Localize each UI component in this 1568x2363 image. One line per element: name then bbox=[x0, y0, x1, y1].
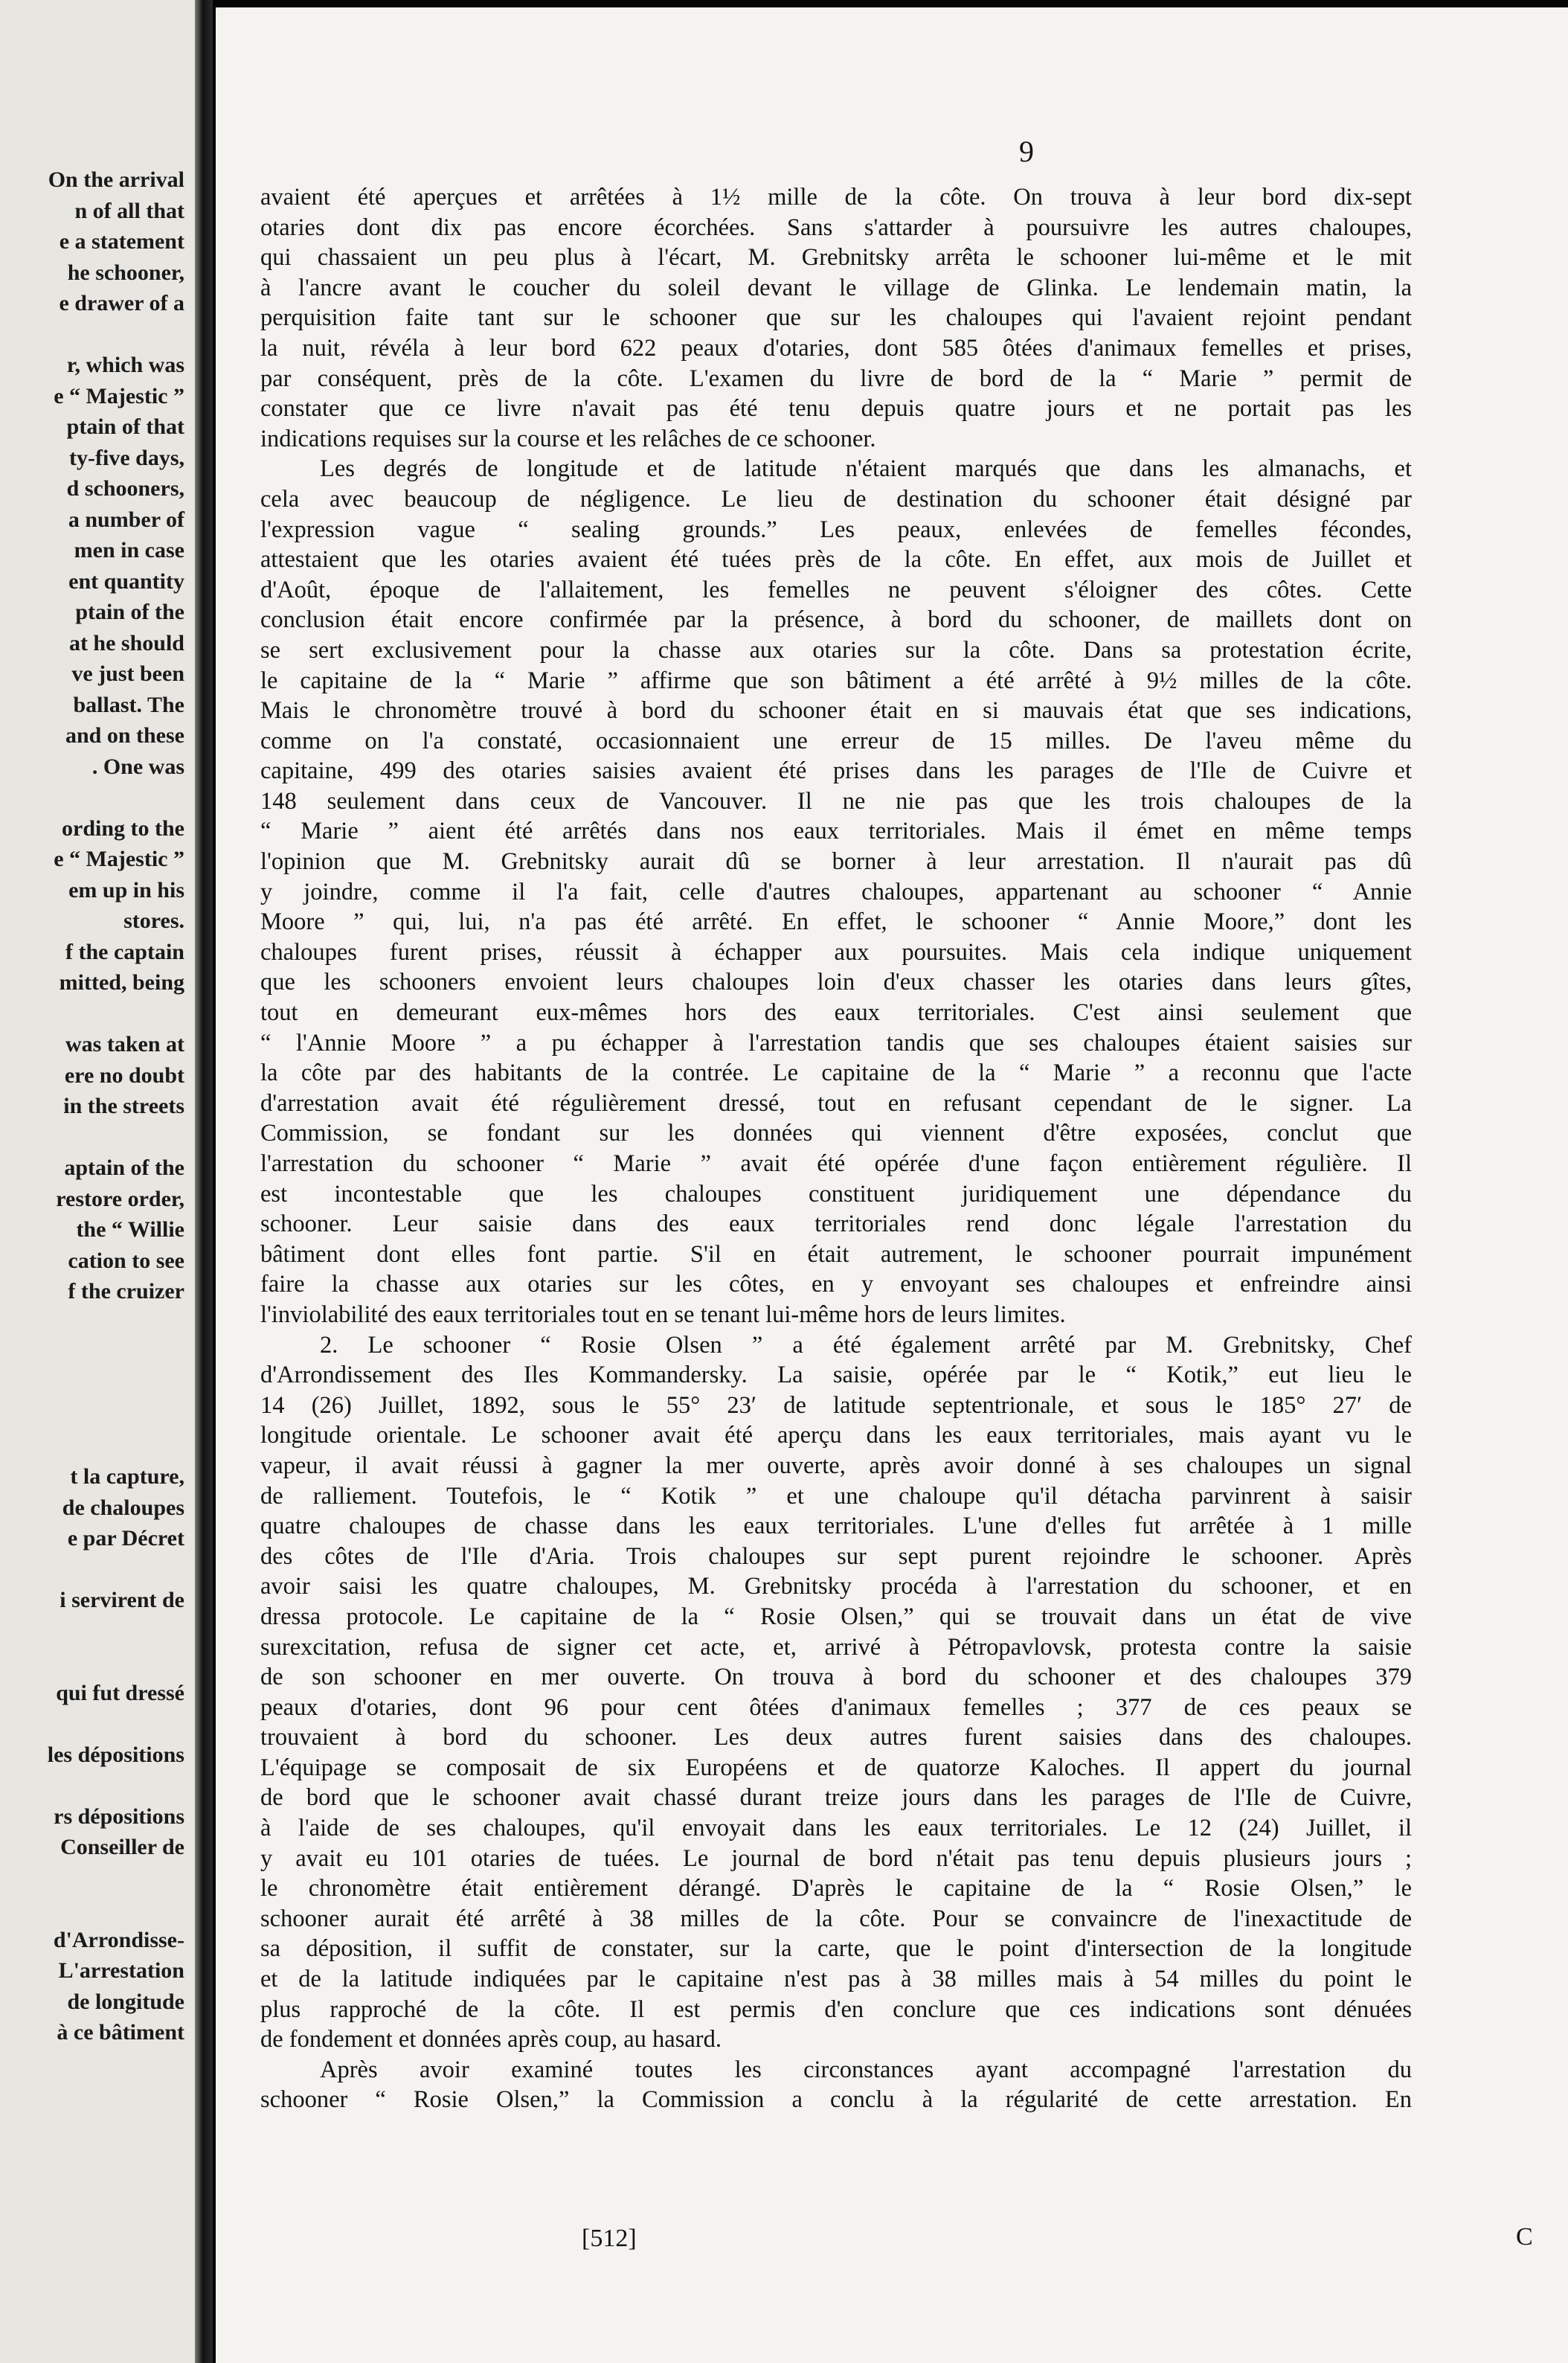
text-line: 14 (26) Juillet, 1892, sous le 55° 23′ de latitude septentrionale, et sous le 185° 27′ de bbox=[260, 1391, 1412, 1419]
facing-page-line: aptain of the bbox=[64, 1155, 184, 1180]
text-line: avoir saisi les quatre chaloupes, M. Grebnitsky procéda à l'arrestation du schooner, et en bbox=[260, 1573, 1412, 1600]
text-line: vapeur, il avait réussi à gagner la mer ouverte, après avoir donné à ses chaloupes un signal bbox=[260, 1452, 1412, 1479]
facing-page-line: . One was bbox=[91, 754, 184, 779]
facing-page-line: rs dépositions bbox=[54, 1803, 184, 1829]
text-line: “ Marie ” aient été arrêtés dans nos eaux territoriales. Mais il émet en même temps bbox=[260, 818, 1412, 845]
facing-page-line: L'arrestation bbox=[58, 1958, 184, 1983]
paragraph bbox=[260, 2055, 1412, 2115]
printer-signature: [512] bbox=[582, 2225, 637, 2252]
text-line: Les degrés de longitude et de latitude n'étaient marqués que dans les almanachs, et bbox=[320, 455, 1412, 483]
text-line: qui chassaient un peu plus à l'écart, M. Grebnitsky arrêta le schooner lui-même et le mit bbox=[260, 244, 1412, 272]
text-line: de son schooner en mer ouverte. On trouva à bord du schooner et des chaloupes 379 bbox=[260, 1664, 1412, 1691]
text-line: est incontestable que les chaloupes constituent juridiquement une dépendance du bbox=[260, 1180, 1412, 1208]
facing-page-line: ptain of that bbox=[66, 414, 184, 439]
text-line: schooner aurait été arrêté à 38 milles de la côte. Pour se convaincre de l'inexactitude de bbox=[260, 1905, 1412, 1932]
text-line: et de la latitude indiquées par le capitaine n'est pas à 38 milles mais à 54 milles du point le bbox=[260, 1966, 1412, 1993]
text-line: indications requises sur la course et les relâches de ce schooner. bbox=[260, 425, 876, 452]
text-line: “ l'Annie Moore ” a pu échapper à l'arrestation tandis que ses chaloupes étaient saisies sur bbox=[260, 1029, 1412, 1057]
text-line: constater que ce livre n'avait pas été tenu depuis quatre jours et ne portait pas les bbox=[260, 395, 1412, 423]
text-line: trouvaient à bord du schooner. Les deux autres furent saisies dans des chaloupes. bbox=[260, 1724, 1412, 1751]
facing-page-line: ty-five days, bbox=[69, 445, 184, 470]
text-line: avaient été aperçues et arrêtées à 1½ mille de la côte. On trouva à leur bord dix-sept bbox=[260, 184, 1412, 211]
facing-page-line: ballast. The bbox=[73, 692, 184, 717]
text-line: d'Août, époque de l'allaitement, les femelles ne peuvent s'éloigner des côtes. Cette bbox=[260, 576, 1412, 603]
facing-page-line: stores. bbox=[123, 908, 184, 933]
facing-page bbox=[0, 0, 201, 2363]
text-line: d'Arrondissement des Iles Kommandersky. La saisie, opérée par le “ Kotik,” eut lieu le bbox=[260, 1362, 1412, 1389]
text-line: schooner. Leur saisie dans des eaux territoriales rend donc légale l'arrestation du bbox=[260, 1211, 1412, 1238]
facing-page-line: cation to see bbox=[68, 1248, 184, 1273]
text-line: schooner “ Rosie Olsen,” la Commission a conclu à la régularité de cette arrestation. En bbox=[260, 2086, 1412, 2114]
facing-page-line: was taken at bbox=[65, 1032, 184, 1057]
text-line: 148 seulement dans ceux de Vancouver. Il ne nie pas que les trois chaloupes de la bbox=[260, 787, 1412, 815]
facing-page-line: ere no doubt bbox=[64, 1062, 184, 1088]
facing-page-line: he schooner, bbox=[67, 260, 184, 285]
facing-page-line: e par Décret bbox=[67, 1526, 184, 1551]
text-line: surexcitation, refusa de signer cet acte, et, arrivé à Pétropavlovsk, protesta contre la saisie bbox=[260, 1633, 1412, 1661]
text-line: dressa protocole. Le capitaine de la “ Rosie Olsen,” qui se trouvait dans un état de vive bbox=[260, 1603, 1412, 1630]
text-line: l'expression vague “ sealing grounds.” Les peaux, enlevées de femelles fécondes, bbox=[260, 516, 1412, 543]
facing-page-line: f the cruizer bbox=[68, 1279, 184, 1304]
text-line: le capitaine de la “ Marie ” affirme que son bâtiment a été arrêté à 9½ milles de la côte. bbox=[260, 667, 1412, 694]
text-line: d'arrestation avait été régulièrement dressé, tout en refusant cependant de le signer. La bbox=[260, 1089, 1412, 1117]
facing-page-line: f the captain bbox=[65, 939, 184, 964]
text-line: y joindre, comme il l'a fait, celle d'autres chaloupes, appartenant au schooner “ Annie bbox=[260, 878, 1412, 905]
facing-page-line: qui fut dressé bbox=[56, 1680, 184, 1705]
text-line: plus rapproché de la côte. Il est permis d'en conclure que ces indications sont dénuées bbox=[260, 1995, 1412, 2023]
book-gutter bbox=[195, 0, 213, 2363]
text-line: otaries dont dix pas encore écorchées. Sans s'attarder à poursuivre les autres chaloupes, bbox=[260, 214, 1412, 241]
text-line: Mais le chronomètre trouvé à bord du schooner était en si mauvais état que ses indications, bbox=[260, 697, 1412, 725]
text-line: de ralliement. Toutefois, le “ Kotik ” et une chaloupe qu'il détacha parvinrent à saisir bbox=[260, 1482, 1412, 1510]
text-line: 2. Le schooner “ Rosie Olsen ” a été également arrêté par M. Grebnitsky, Chef bbox=[320, 1331, 1412, 1359]
facing-page-line: On the arrival bbox=[48, 167, 184, 192]
facing-page-line: de chaloupes bbox=[62, 1495, 184, 1520]
facing-page-line: ve just been bbox=[71, 661, 184, 686]
page-number: 9 bbox=[1019, 135, 1034, 168]
facing-page-line: e “ Majestic ” bbox=[54, 383, 184, 408]
facing-page-line: ording to the bbox=[62, 815, 184, 841]
text-line: chaloupes furent prises, réussit à échapper aux poursuites. Mais cela indique uniquement bbox=[260, 938, 1412, 966]
text-line: L'équipage se composait de six Européens et de quatorze Kaloches. Il appert du journal bbox=[260, 1754, 1412, 1781]
facing-page-line: ptain of the bbox=[75, 600, 184, 624]
text-line: tout en demeurant eux-mêmes hors des eaux territoriales. C'est ainsi seulement que bbox=[260, 999, 1412, 1027]
facing-page-line: restore order, bbox=[56, 1186, 184, 1211]
text-line: à l'ancre avant le coucher du soleil devant le village de Glinka. Le lendemain matin, la bbox=[260, 274, 1412, 301]
facing-page-line: a number of bbox=[68, 507, 184, 532]
text-line: Moore ” qui, lui, n'a pas été arrêté. En effet, le schooner “ Annie Moore,” dont les bbox=[260, 908, 1412, 936]
text-line: la côte par des habitants de la contrée. Le capitaine de la “ Marie ” a reconnu que l'acte bbox=[260, 1059, 1412, 1087]
text-line: Commission, se fondant sur les données qui viennent d'être exposées, conclut que bbox=[260, 1120, 1412, 1147]
facing-page-line: de longitude bbox=[67, 1989, 184, 2014]
text-line: à l'aide de ses chaloupes, qu'il envoyait dans les eaux territoriales. Le 12 (24) Juillet, il bbox=[260, 1815, 1412, 1842]
text-line: cela avec beaucoup de négligence. Le lieu de destination du schooner était désigné par bbox=[260, 485, 1412, 513]
text-line: l'inviolabilité des eaux territoriales tout en se tenant lui-même hors de leurs limites. bbox=[260, 1301, 1066, 1328]
text-line: se sert exclusivement pour la chasse aux otaries sur la côte. Dans sa protestation écrite, bbox=[260, 636, 1412, 664]
facing-page-line: r, which was bbox=[66, 353, 184, 377]
facing-page-line: em up in his bbox=[68, 877, 184, 902]
facing-page-line: men in case bbox=[74, 538, 184, 562]
facing-page-line: i servirent de bbox=[60, 1588, 184, 1612]
text-line: longitude orientale. Le schooner avait été aperçu dans les eaux territoriales, mais ayant vu le bbox=[260, 1422, 1412, 1449]
text-line: sa déposition, il suffit de constater, sur la carte, que le point d'intersection de la longitude bbox=[260, 1935, 1412, 1963]
facing-page-line: à ce bâtiment bbox=[57, 2020, 184, 2045]
facing-page-line: e drawer of a bbox=[59, 291, 184, 315]
text-line: faire la chasse aux otaries sur les côtes, en y envoyant ses chaloupes et enfreindre ainsi bbox=[260, 1271, 1412, 1298]
facing-page-line: at he should bbox=[68, 630, 184, 655]
text-line: l'arrestation du schooner “ Marie ” avait été opérée d'une façon entièrement régulière. Il bbox=[260, 1150, 1412, 1177]
paragraph bbox=[260, 182, 1412, 454]
gathering-letter: C bbox=[1516, 2223, 1533, 2251]
facing-page-line: ent quantity bbox=[68, 568, 184, 594]
text-line: comme on l'a constaté, occasionnaient une erreur de 15 milles. De l'aveu même du bbox=[260, 727, 1412, 754]
text-line: de bord que le schooner avait chassé durant treize jours dans les parages de l'Ile de Cuivre, bbox=[260, 1784, 1412, 1812]
facing-page-line: t la capture, bbox=[70, 1464, 184, 1489]
text-line: quatre chaloupes de chasse dans les eaux territoriales. L'une d'elles fut arrêtée à 1 mille bbox=[260, 1513, 1412, 1540]
facing-page-line: d'Arrondisse- bbox=[53, 1927, 184, 1952]
text-line: le chronomètre était entièrement dérangé. D'après le capitaine de la “ Rosie Olsen,” le bbox=[260, 1875, 1412, 1902]
facing-page-line: the “ Willie bbox=[76, 1217, 184, 1242]
facing-page-line: Conseiller de bbox=[60, 1835, 184, 1859]
paragraph bbox=[260, 1330, 1412, 2055]
facing-page-line: e a statement bbox=[59, 229, 184, 254]
text-line: peaux d'otaries, dont 96 pour cent ôtées d'animaux femelles ; 377 de ces peaux se bbox=[260, 1693, 1412, 1721]
text-line: de fondement et données après coup, au hasard. bbox=[260, 2026, 722, 2053]
text-line: la nuit, révéla à leur bord 622 peaux d'otaries, dont 585 ôtées d'animaux femelles et prises, bbox=[260, 334, 1412, 362]
facing-page-line: d schooners, bbox=[66, 476, 184, 501]
text-line: perquisition faite tant sur le schooner que sur les chaloupes qui l'avaient rejoint pendant bbox=[260, 304, 1412, 332]
body-text bbox=[260, 182, 1412, 2115]
text-line: y avait eu 101 otaries de tuées. Le journal de bord n'était pas tenu depuis plusieurs jours ; bbox=[260, 1844, 1412, 1872]
text-line: bâtiment dont elles font partie. S'il en était autrement, le schooner pourrait impunément bbox=[260, 1240, 1412, 1268]
paragraph bbox=[260, 454, 1412, 1330]
facing-page-line: in the streets bbox=[63, 1094, 184, 1118]
facing-page-line: les dépositions bbox=[47, 1742, 184, 1767]
text-line: l'opinion que M. Grebnitsky aurait dû se borner à leur arrestation. Il n'aurait pas dû bbox=[260, 848, 1412, 876]
facing-page-line: mitted, being bbox=[59, 970, 184, 995]
text-line: Après avoir examiné toutes les circonstances ayant accompagné l'arrestation du bbox=[320, 2056, 1412, 2083]
facing-page-line: and on these bbox=[65, 723, 184, 748]
facing-page-line: e “ Majestic ” bbox=[54, 847, 184, 871]
text-line: attestaient que les otaries avaient été tuées près de la côte. En effet, aux mois de Juillet et bbox=[260, 546, 1412, 574]
text-line: des côtes de l'Ile d'Aria. Trois chaloupes sur sept purent rejoindre le schooner. Après bbox=[260, 1542, 1412, 1570]
text-line: que les schooners envoient leurs chaloupes loin d'eux chasser les otaries dans leurs gîtes, bbox=[260, 969, 1412, 996]
facing-page-line: n of all that bbox=[74, 198, 184, 223]
text-line: par conséquent, près de la côte. L'examen du livre de bord de la “ Marie ” permit de bbox=[260, 365, 1412, 392]
text-line: conclusion était encore confirmée par la présence, à bord du schooner, de maillets dont on bbox=[260, 606, 1412, 634]
text-line: capitaine, 499 des otaries saisies avaient été prises dans les parages de l'Ile de Cuivre et bbox=[260, 757, 1412, 785]
